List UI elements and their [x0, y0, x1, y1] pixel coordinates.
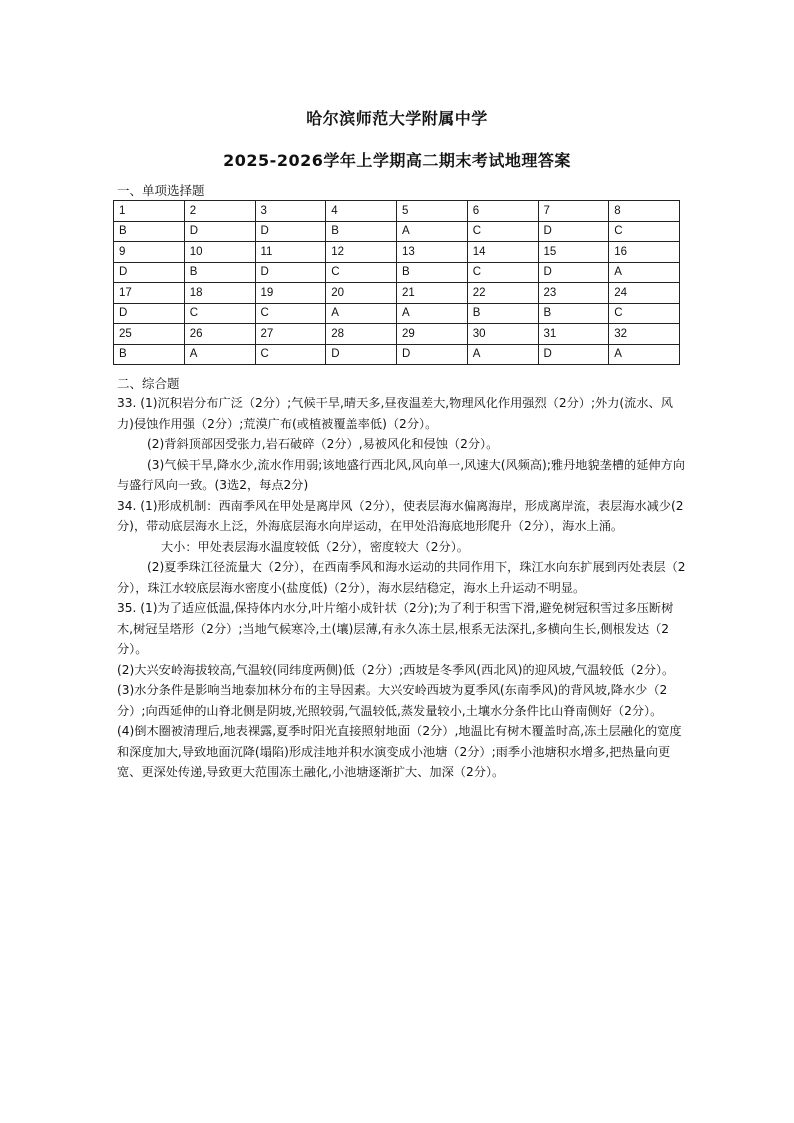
answer-row	[114, 262, 680, 283]
question-number-cell: 14	[467, 242, 538, 263]
answer-33-2: (2)背斜顶部因受张力,岩石破碎（2分）,易被风化和侵蚀（2分）。	[147, 437, 499, 451]
question-number-row	[114, 324, 680, 345]
question-number-cell: 21	[397, 283, 468, 304]
question-number-cell: 4	[326, 201, 397, 222]
answer-cell: D	[538, 344, 609, 365]
question-number-cell: 23	[538, 283, 609, 304]
question-number-row	[114, 283, 680, 304]
section-title-multiple-choice: 一、单项选择题	[117, 183, 205, 198]
answer-cell: D	[538, 262, 609, 283]
answer-cell: B	[397, 262, 468, 283]
answer-row	[114, 303, 680, 324]
answer-33-3: (3)气候干旱,降水少,流水作用弱;该地盛行西北风,风向单一,风速大(风频高);雅丹地貌垄槽的延伸方向与盛行风向一致。(3选2，每点2分)	[117, 457, 685, 492]
question-number-cell: 27	[255, 324, 326, 345]
question-number-cell: 28	[326, 324, 397, 345]
question-number-cell: 1	[114, 201, 185, 222]
answer-cell: B	[114, 344, 185, 365]
answer-cell: B	[114, 221, 185, 242]
answer-cell: C	[609, 303, 680, 324]
question-number-cell: 12	[326, 242, 397, 263]
exam-title: 2025-2026学年上学期高二期末考试地理答案	[223, 151, 571, 170]
answer-cell: C	[326, 262, 397, 283]
comprehensive-answers	[117, 393, 687, 783]
question-number-cell: 19	[255, 283, 326, 304]
question-number-cell: 29	[397, 324, 468, 345]
answer-cell: D	[326, 344, 397, 365]
question-number-cell: 2	[184, 201, 255, 222]
answer-cell: A	[609, 344, 680, 365]
answer-cell: B	[538, 303, 609, 324]
question-number-cell: 31	[538, 324, 609, 345]
question-number-cell: 24	[609, 283, 680, 304]
answer-cell: C	[255, 303, 326, 324]
question-number-row	[114, 242, 680, 263]
answer-34-1-size: 大小：甲处表层海水温度较低（2分），密度较大（2分）。	[161, 539, 469, 554]
answer-cell: D	[538, 221, 609, 242]
answer-cell: B	[184, 262, 255, 283]
answer-cell: D	[114, 262, 185, 283]
school-name: 哈尔滨师范大学附属中学	[306, 109, 488, 128]
question-number-cell: 11	[255, 242, 326, 263]
answer-cell: B	[326, 221, 397, 242]
answer-35-1: 35. (1)为了适应低温,保持体内水分,叶片缩小成针状（2分);为了利于积雪下滑,避免树冠积雪过多压断树木,树冠呈塔形（2分）;当地气候寒冷,土(壤)层薄,有永久冻土层,根系无法深扎,多横向生长,侧根发达（2分）。	[117, 601, 674, 656]
question-number-cell: 13	[397, 242, 468, 263]
answer-cell: A	[467, 344, 538, 365]
answer-table	[113, 200, 680, 365]
question-number-cell: 7	[538, 201, 609, 222]
answer-row	[114, 344, 680, 365]
answer-33-1: 33. (1)沉积岩分布广泛（2分）;气候干旱,晴天多,昼夜温差大,物理风化作用强烈（2分）;外力(流水、风力)侵蚀作用强（2分）;荒漠广布(或植被覆盖率低)（2分）。	[117, 396, 673, 431]
answer-cell: D	[114, 303, 185, 324]
answer-cell: A	[397, 221, 468, 242]
section-title-comprehensive: 二、综合题	[117, 376, 180, 391]
answer-cell: A	[397, 303, 468, 324]
answer-cell: C	[609, 221, 680, 242]
question-number-cell: 9	[114, 242, 185, 263]
answer-35-4: (4)倒木圈被清理后,地表裸露,夏季时阳光直接照射地面（2分）,地温比有树木覆盖时高,冻土层融化的宽度和深度加大,导致地面沉降(塌陷)形成洼地并积水演变成小池塘（2分）;雨季小池塘积水增多,把热量向更宽、更深处传递,导致更大范围冻土融化,小池塘逐渐扩大、加深（2分）。	[117, 724, 682, 779]
answer-cell: D	[184, 221, 255, 242]
answer-34-1: 34. (1)形成机制：西南季风在甲处是离岸风（2分），使表层海水偏离海岸，形成离岸流，表层海水减少(2分)，带动底层海水上泛，外海底层海水向岸运动，在甲处沿海底地形爬升（2分），海水上涌。	[117, 498, 684, 533]
question-number-cell: 32	[609, 324, 680, 345]
answer-35-2: (2)大兴安岭海拔较高,气温较(同纬度两侧)低（2分）;西坡是冬季风(西北风)的迎风坡,气温较低（2分）。	[117, 662, 675, 677]
question-number-row	[114, 201, 680, 222]
answer-row	[114, 221, 680, 242]
answer-cell: C	[255, 344, 326, 365]
question-number-cell: 15	[538, 242, 609, 263]
answer-35-3: (3)水分条件是影响当地泰加林分布的主导因素。大兴安岭西坡为夏季风(东南季风)的背风坡,降水少（2分）;向西延伸的山脊北侧是阴坡,光照较弱,气温较低,蒸发量较小,土壤水分条件比山脊南侧好（2分）。	[117, 683, 668, 718]
question-number-cell: 17	[114, 283, 185, 304]
question-number-cell: 10	[184, 242, 255, 263]
question-number-cell: 3	[255, 201, 326, 222]
answer-cell: D	[255, 262, 326, 283]
answer-34-2: (2)夏季珠江径流量大（2分），在西南季风和海水运动的共同作用下，珠江水向东扩展到丙处表层（2分），珠江水较底层海水密度小(盐度低)（2分），海水层结稳定，海水上升运动不明显。	[117, 560, 686, 595]
question-number-cell: 16	[609, 242, 680, 263]
answer-cell: C	[467, 221, 538, 242]
answer-cell: A	[326, 303, 397, 324]
question-number-cell: 25	[114, 324, 185, 345]
answer-cell: A	[184, 344, 255, 365]
question-number-cell: 22	[467, 283, 538, 304]
answer-cell: B	[467, 303, 538, 324]
question-number-cell: 26	[184, 324, 255, 345]
answer-cell: A	[609, 262, 680, 283]
answer-cell: C	[467, 262, 538, 283]
question-number-cell: 8	[609, 201, 680, 222]
answer-cell: D	[255, 221, 326, 242]
question-number-cell: 30	[467, 324, 538, 345]
question-number-cell: 18	[184, 283, 255, 304]
question-number-cell: 5	[397, 201, 468, 222]
answer-cell: D	[397, 344, 468, 365]
answer-cell: C	[184, 303, 255, 324]
question-number-cell: 20	[326, 283, 397, 304]
question-number-cell: 6	[467, 201, 538, 222]
